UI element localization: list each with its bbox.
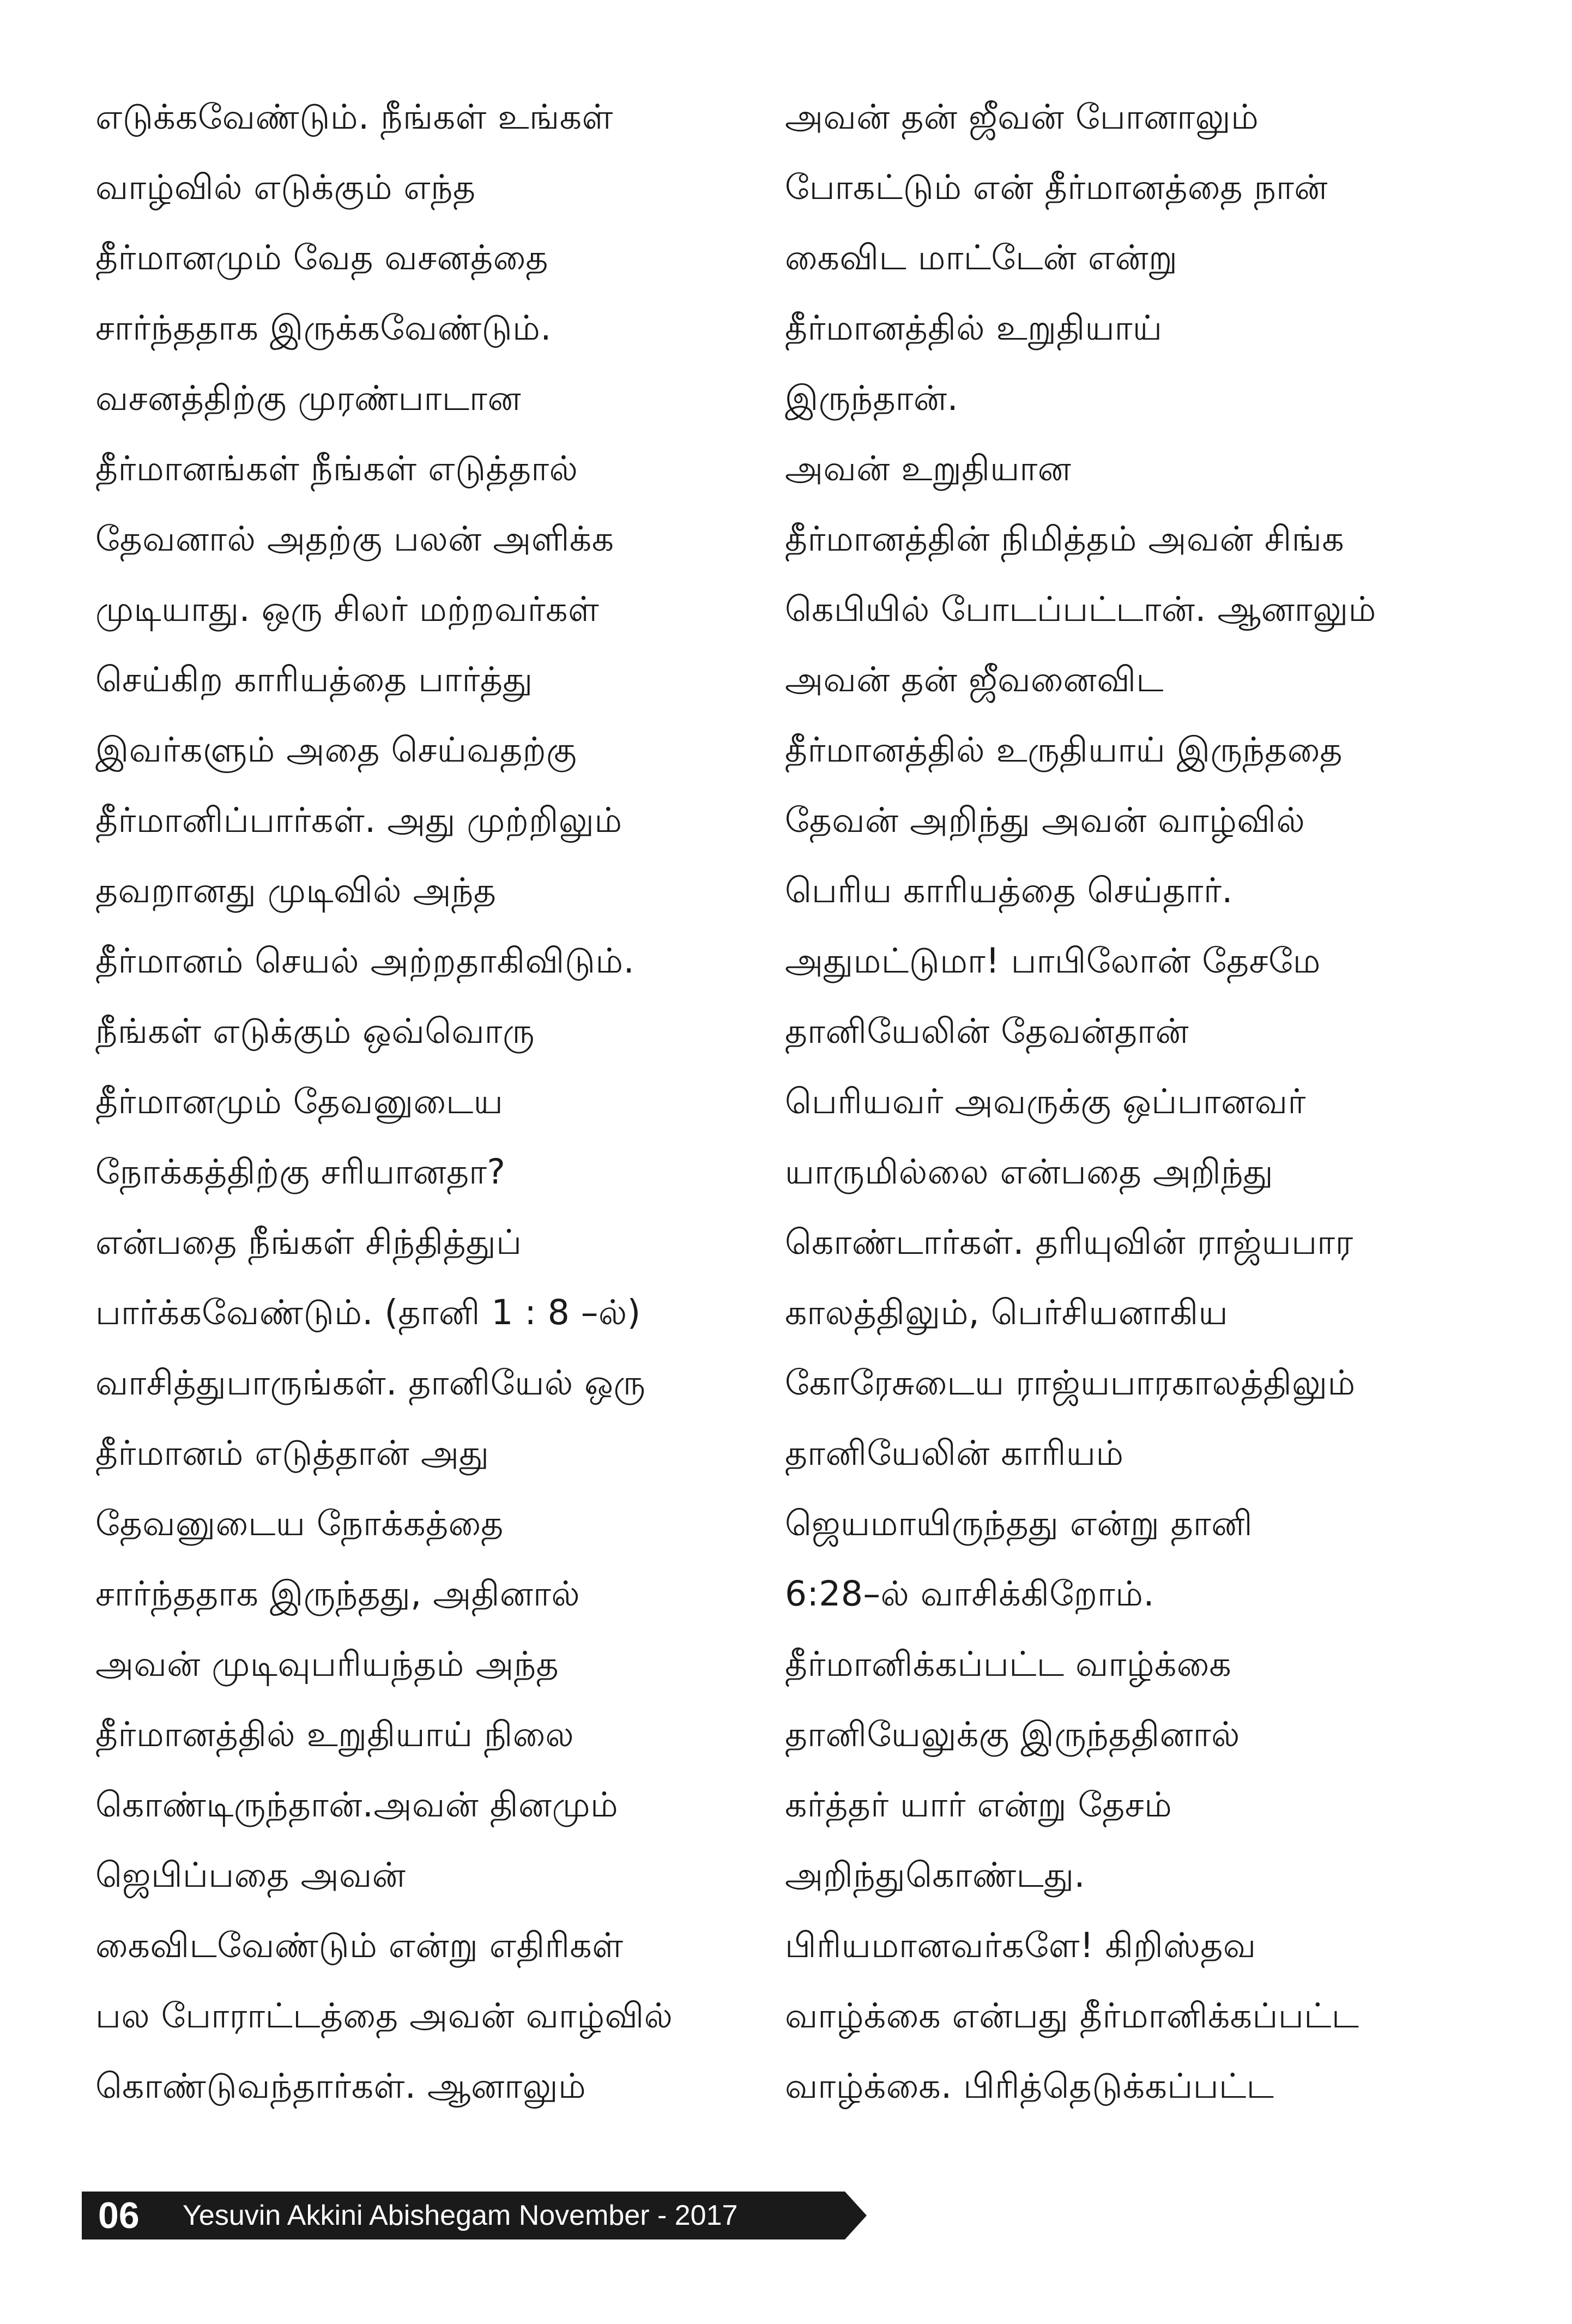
text-line: அறிந்துகொண்டது. <box>785 1855 1085 1895</box>
text-line: தீர்மானங்கள் நீங்கள் எடுத்தால் <box>95 449 578 488</box>
text-line: யாருமில்லை என்பதை அறிந்து <box>785 1152 1274 1192</box>
text-line: தீர்மானமும் வேத வசனத்தை <box>95 238 548 277</box>
right-text-column <box>785 82 1488 2121</box>
text-line: தானியேலின் தேவன்தான் <box>785 1011 1189 1051</box>
text-line: அவன் முடிவுபரியந்தம் அந்த <box>95 1644 559 1684</box>
text-line: தீர்மானத்தில் உருதியாய் இருந்ததை <box>785 730 1343 770</box>
text-line: வாசித்துபாருங்கள். தானியேல் ஒரு <box>95 1363 646 1403</box>
text-line: தானியேலின் காரியம் <box>785 1433 1124 1473</box>
text-line: அவன் உறுதியான <box>785 449 1072 488</box>
text-line: வாழ்க்கை என்பது தீர்மானிக்கப்பட்ட <box>785 1996 1359 2036</box>
text-line: தேவனுடைய நோக்கத்தை <box>95 1504 504 1543</box>
text-line: 6:28–ல் வாசிக்கிறோம். <box>785 1574 1155 1614</box>
text-line: தீர்மானத்தின் நிமித்தம் அவன் சிங்க <box>785 519 1345 559</box>
text-line: என்பதை நீங்கள் சிந்தித்துப் <box>95 1222 522 1262</box>
text-line: போகட்டும் என் தீர்மானத்தை நான் <box>785 167 1328 207</box>
text-line: தீர்மானம் எடுத்தான் அது <box>95 1433 489 1473</box>
text-line: ஜெபிப்பதை அவன் <box>95 1855 406 1895</box>
text-line: வசனத்திற்கு முரண்பாடான <box>95 378 522 418</box>
text-line: வாழ்க்கை. பிரித்தெடுக்கப்பட்ட <box>785 2066 1274 2106</box>
text-line: நீங்கள் எடுக்கும் ஒவ்வொரு <box>95 1011 535 1051</box>
text-line: முடியாது. ஒரு சிலர் மற்றவர்கள் <box>95 589 600 629</box>
text-line: செய்கிற காரியத்தை பார்த்து <box>95 660 533 699</box>
text-line: தீர்மானத்தில் உறுதியாய் <box>785 308 1163 348</box>
text-line: கர்த்தர் யார் என்று தேசம் <box>785 1785 1172 1825</box>
text-line: தீர்மானம் செயல் அற்றதாகிவிடும். <box>95 941 635 981</box>
text-line: தீர்மானிப்பார்கள். அது முற்றிலும் <box>95 800 622 840</box>
text-line: பார்க்கவேண்டும். (தானி 1 : 8 –ல்) <box>95 1293 641 1332</box>
text-line: தீர்மானிக்கப்பட்ட வாழ்க்கை <box>785 1644 1232 1684</box>
text-line: எடுக்கவேண்டும். நீங்கள் உங்கள் <box>95 97 613 137</box>
text-line: வாழ்வில் எடுக்கும் எந்த <box>95 167 476 207</box>
text-line: பிரியமானவர்களே! கிறிஸ்தவ <box>785 1925 1256 1965</box>
text-line: தவறானது முடிவில் அந்த <box>95 871 497 910</box>
text-line: கைவிடவேண்டும் என்று எதிரிகள் <box>95 1925 624 1965</box>
text-line: தீர்மானத்தில் உறுதியாய் நிலை <box>95 1715 575 1754</box>
text-line: அதுமட்டுமா! பாபிலோன் தேசமே <box>785 941 1321 981</box>
text-line: தானியேலுக்கு இருந்ததினால் <box>785 1715 1240 1754</box>
text-line: தீர்மானமும் தேவனுடைய <box>95 1082 504 1121</box>
text-line: ஜெயமாயிருந்தது என்று தானி <box>785 1504 1253 1543</box>
text-line: கொண்டார்கள். தரியுவின் ராஜ்யபார <box>785 1222 1353 1262</box>
text-line: கொண்டிருந்தான்.அவன் தினமும் <box>95 1785 619 1825</box>
text-line: அவன் தன் ஜீவனைவிட <box>785 660 1164 699</box>
text-line: கைவிட மாட்டேன் என்று <box>785 238 1178 277</box>
text-line: கெபியில் போடப்பட்டான். ஆனாலும் <box>785 589 1376 629</box>
text-line: அவன் தன் ஜீவன் போனாலும் <box>785 97 1259 137</box>
publication-name: Yesuvin Akkini Abishegam November - 2017 <box>183 2200 738 2231</box>
page-number: 06 <box>98 2195 140 2236</box>
text-line: சார்ந்ததாக இருக்கவேண்டும். <box>95 308 552 348</box>
left-text-column <box>95 82 739 2121</box>
text-line: தேவனால் அதற்கு பலன் அளிக்க <box>95 519 614 559</box>
text-line: இவர்களும் அதை செய்வதற்கு <box>95 730 577 770</box>
text-line: கோரேசுடைய ராஜ்யபாரகாலத்திலும் <box>785 1363 1356 1403</box>
text-line: பெரிய காரியத்தை செய்தார். <box>785 871 1233 910</box>
text-line: தேவன் அறிந்து அவன் வாழ்வில் <box>785 800 1305 840</box>
text-line: காலத்திலும், பெர்சியனாகிய <box>785 1293 1229 1332</box>
text-line: இருந்தான். <box>785 378 959 418</box>
text-line: கொண்டுவந்தார்கள். ஆனாலும் <box>95 2066 587 2106</box>
text-line: பல போராட்டத்தை அவன் வாழ்வில் <box>95 1996 673 2036</box>
page-footer <box>82 2192 867 2240</box>
text-line: பெரியவர் அவருக்கு ஒப்பானவர் <box>785 1082 1306 1121</box>
text-line: சார்ந்ததாக இருந்தது, அதினால் <box>95 1574 581 1614</box>
text-line: நோக்கத்திற்கு சரியானதா? <box>95 1152 506 1192</box>
